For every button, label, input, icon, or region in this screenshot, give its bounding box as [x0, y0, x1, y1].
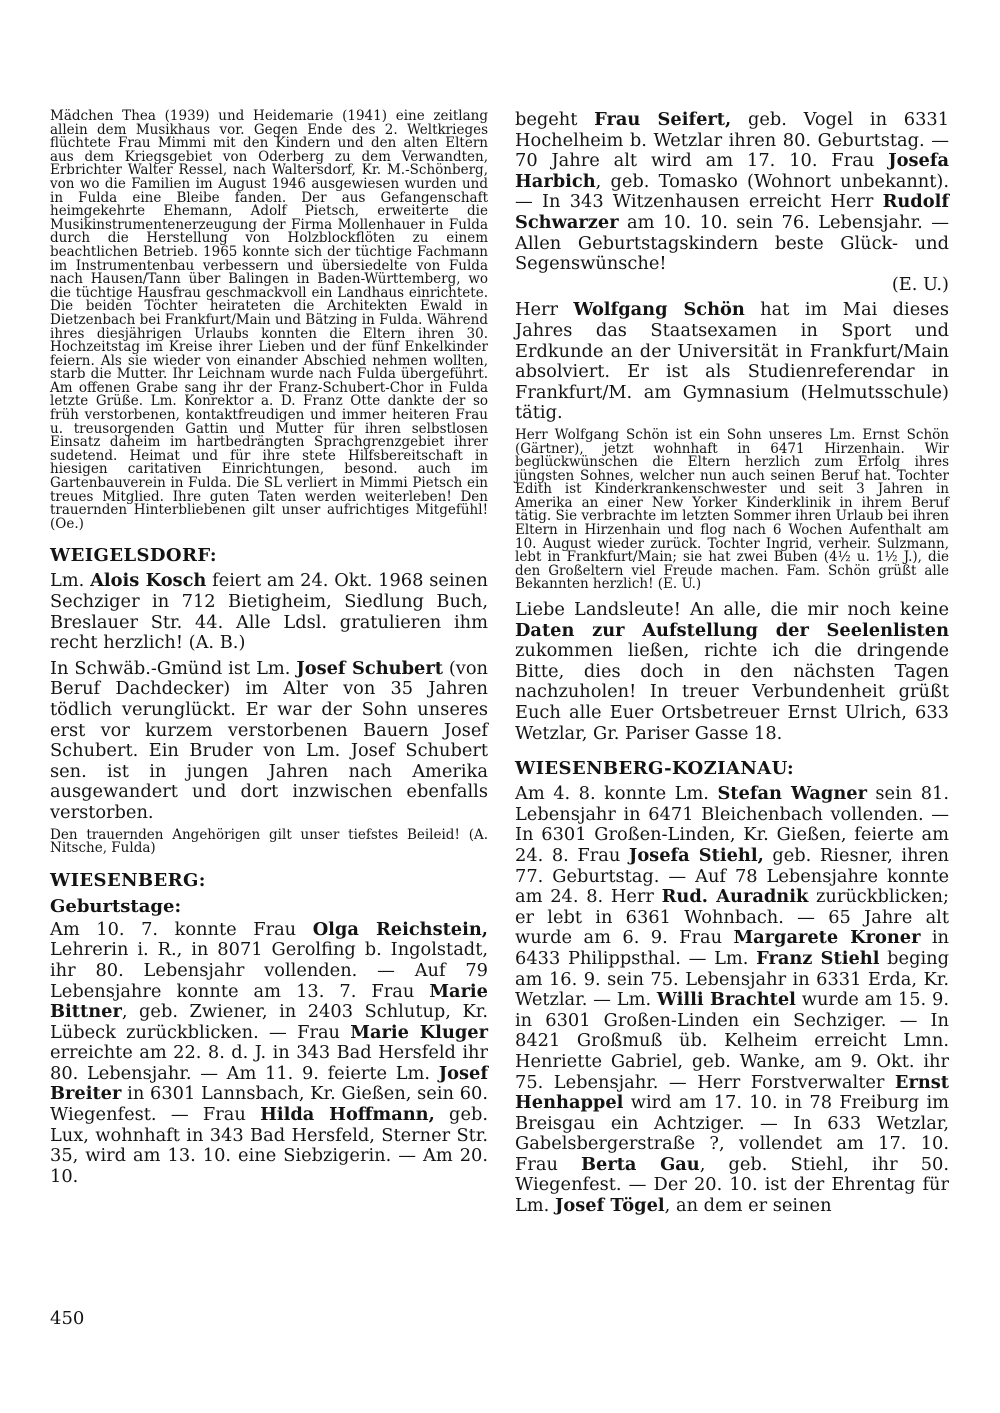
text-run: Liebe Landsleute! An alle, die mir noch keine	[515, 599, 949, 621]
schoen-family-paragraph	[515, 426, 949, 593]
text-run: am 10. 10. sein 76. Lebensjahr. — Allen Geburtstagskindern beste Glück- und Segenswünsche!	[515, 211, 949, 275]
text-run: geb. Vogel in 6331 Hochelheim b. Wetzlar ihren 80. Geburtstag. — 70 Jahre alt wird am 17. 10. Frau	[515, 109, 950, 172]
birthdays-continued-paragraph	[515, 110, 949, 275]
bold-name: Hilda Hoffmann,	[260, 1104, 435, 1126]
text-run: , geb. Zwiener, in 2403 Schlutup, Kr. Lübeck zurückblicken. — Frau	[50, 1001, 488, 1043]
right-column	[515, 110, 949, 1217]
text-run: wurde am 15. 9. in 6301 Großen-Linden ein Sechziger. — In 8421 Großmuß üb. Kelheim erreicht Lmn. Henriette Gabriel, geb. Wanke, am 9. Okt. ihr 75. Lebensjahr. — Herr Forstverwalter	[515, 989, 949, 1093]
bold-name: Josef Schubert	[296, 657, 443, 679]
text-run: , an dem er seinen	[664, 1195, 832, 1217]
text-run: Herr	[515, 299, 574, 321]
text-run: zurückblicken; er lebt in 6361 Wohnbach. — 65 Jahre alt wurde am 6. 9. Frau	[515, 886, 950, 949]
text-run: zukommen ließen, richte ich die dringende Bitte, dies doch in den nächsten Tagen nachzuholen! In treuer Verbundenheit grüßt Euch alle Euer Ortsbetreuer Ernst Ulrich, 633 Wetzlar, Gr. Pariser Gasse 18.	[515, 640, 949, 744]
text-run: Am 4. 8. konnte Lm.	[515, 783, 718, 805]
text-run: Am 10. 7. konnte Frau	[50, 918, 313, 940]
text-run: erreichte am 22. 8. d. J. in 343 Bad Hersfeld ihr 80. Lebensjahr. — Am 11. 9. feierte Lm.	[50, 1042, 488, 1084]
text-run: In Schwäb.-Gmünd ist Lm.	[50, 657, 297, 679]
section-heading-wiesenberg-kozianau: WIESENBERG-KOZIANAU:	[515, 758, 795, 780]
kosch-birthday-paragraph	[50, 571, 488, 653]
text-run: Lm.	[50, 570, 91, 592]
text-run: wird am 17. 10. in 78 Freiburg im Breisgau ein Achtziger. — In 633 Wetzlar, Gabelsbergerstraße ?, vollendet am 17. 10. Frau	[515, 1092, 949, 1175]
signature-e-u: (E. U.)	[891, 273, 949, 295]
seelenlisten-appeal-paragraph	[515, 600, 949, 744]
section-heading-weigelsdorf: WEIGELSDORF:	[50, 545, 217, 567]
bold-name: Daten zur Aufstellung der Seelenlisten	[515, 619, 949, 641]
schubert-accident-paragraph	[50, 659, 488, 824]
text-run: , geb. Tomasko (Wohnort unbekannt). — In 343 Witzenhausen erreicht Herr	[515, 170, 949, 213]
text-run: hat im Mai dieses Jahres das Staatsexamen in Sport und Erdkunde an der Universität in Frankfurt/Main absolviert. Er ist als Studienreferendar in Frankfurt/M. am Gymnasium (Helmutsschule) tätig.	[515, 299, 950, 424]
bold-name: Stefan Wagner	[717, 783, 867, 805]
bold-name: Wolfgang Schön	[573, 299, 745, 321]
bold-name: Josefa Harbich	[515, 150, 949, 192]
bold-name: Rud. Auradnik	[661, 886, 809, 908]
text-run: Den trauernden Angehörigen gilt unser tiefstes Beileid! (A. Nitsche, Fulda)	[50, 826, 488, 857]
text-run: Lehrerin i. R., in 8071 Gerolfing b. Ingolstadt, ihr 80. Lebensjahr vollenden. — Auf 79 Lebensjahre konnte am 13. 7. Frau	[50, 939, 488, 1002]
bold-name: Josefa Stiehl,	[628, 844, 764, 866]
bold-name: Berta Gau	[581, 1153, 700, 1175]
bold-name: Josef Tögel	[554, 1195, 665, 1217]
bold-name: Alois Kosch	[90, 570, 207, 592]
text-run: in 6433 Philippsthal. — Lm.	[515, 927, 949, 969]
text-run: geb. Riesner, ihren 77. Geburtstag. — Auf 78 Lebensjahre konnte am 24. 8. Herr	[515, 844, 950, 908]
left-column	[50, 110, 488, 1187]
bold-name: Olga Reichstein,	[312, 918, 488, 940]
text-run: beging am 16. 9. sein 75. Lebensjahr in 6331 Erda, Kr. Wetzlar. — Lm.	[515, 947, 949, 1011]
section-heading-wiesenberg: WIESENBERG:	[50, 869, 206, 891]
bold-name: Josef Breiter	[50, 1062, 488, 1105]
bold-name: Franz Stiehl	[756, 947, 880, 969]
text-run: Mädchen Thea (1939) und Heidemarie (1941) eine zeitlang allein dem Musikhaus vor. Gegen Ende des 2. Weltkrieges flüchtete Frau Mimmi mit den Kindern und den alten Eltern aus dem Kriegsgebiet von Oderberg zu dem Verwandten, Erbrichter Walter Ressel, nach Waltersdorf, Kr. M.-Schönberg, von wo die Familien im August 1946 ausgewiesen wurden und in Fulda eine Bleibe fanden. Der aus Gefangenschaft heimgekehrte Ehemann, Adolf Pietsch, erweiterte die Musikinstrumentenerzeugung der Firma Mollenhauer in Fulda durch die Herstellung von Holzblockflöten zu einem beachtlichen Betrieb. 1965 konnte sich der tüchtige Fachmann im Instrumentenbau verbessern und übersiedelte von Fulda nach Hausen/Tann über Balingen in Baden-Württemberg, wo die tüchtige Hausfrau geschmackvoll ein Landhaus einrichtete. Die beiden Töchter heirateten die Architekten Ewald in Dietzenbach bei Frankfurt/Main und Bätzing in Fulda. Während ihres diesjährigen Urlaubs konnten die Eltern ihren 30. Hochzeitstag im Kreise ihrer Lieben und der fünf Enkelkinder feiern. Als sie wieder von einander Abschied nehmen wollten, starb die Mutter. Ihr Leichnam wurde nach Fulda übergeführt. Am offenen Grabe sang ihr der Franz-Schubert-Chor in Fulda letzte Grüße. Lm. Konrektor a. D. Franz Otte dankte der so früh verstorbenen, kontaktfreudigen und immer heiteren Frau u. treusorgenden Gattin und Mutter für ihren selbstlosen Einsatz daheim im hartbedrängten Sprachgrenzgebiet ihrer sudetend. Heimat und für ihre stete Hilfsbereitschaft in hiesigen caritativen Einrichtungen, besond. auch im Gartenbauverein in Fulda. Die SL verliert in Mimmi Pietsch ein treues Mitglied. Ihre guten Taten werden weiterleben! Den trauernden Hinterbliebenen gilt unser aufrichtiges Mitgefühl! (Oe.)	[50, 108, 488, 532]
bold-name: Margarete Kroner	[733, 927, 921, 949]
page-number: 450	[50, 1308, 85, 1329]
bold-name: Frau Seifert,	[594, 109, 732, 130]
text-run: feiert am 24. Okt. 1968 seinen Sechziger in 712 Bietigheim, Siedlung Buch, Breslauer Str. 44. Alle Ldsl. gratulieren ihm recht herzlich! (A. B.)	[50, 570, 488, 654]
schoen-exam-paragraph	[515, 300, 949, 424]
kozianau-birthdays-paragraph	[515, 784, 949, 1216]
subheading-geburtstage: Geburtstage:	[50, 895, 182, 917]
text-run: geb. Lux, wohnhaft in 343 Bad Hersfeld, Sterner Str. 35, wird am 13. 10. eine Siebzigerin. — Am 20. 10.	[50, 1104, 488, 1187]
bold-name: Rudolf Schwarzer	[515, 191, 949, 233]
wiesenberg-birthdays-paragraph	[50, 920, 488, 1188]
condolence-note	[50, 826, 488, 857]
pietsch-obituary-paragraph	[50, 110, 488, 531]
text-run: in 6301 Lannsbach, Kr. Gießen, sein 60. Wiegenfest. — Frau	[50, 1083, 488, 1126]
text-run: begeht	[515, 109, 595, 130]
bold-name: Marie Bittner	[50, 980, 488, 1023]
text-run: sein 81. Lebensjahr in 6471 Bleichenbach vollenden. — In 6301 Großen-Linden, Kr. Gießen, feierte am 24. 8. Frau	[515, 783, 949, 866]
text-run: Herr Wolfgang Schön ist ein Sohn unseres Lm. Ernst Schön (Gärtner), jetzt wohnhaft in 6471 Hirzenhain. Wir beglückwünschen die Eltern herzlich zum Erfolg ihres jüngsten Sohnes, welcher nun auch seinen Beruf hat. Tochter Edith ist Kinderkrankenschwester und seit 3 Jahren in Amerika an einer New Yorker Kinderklinik in ihrem Beruf tätig. Sie verbrachte im letzten Sommer ihren Urlaub bei ihren Eltern in Hirzenhain und flog nach 6 Wochen Aufenthalt am 10. August wieder zurück. Tochter Ingrid, verheir. Sulzmann, lebt in Frankfurt/Main; sie hat zwei Buben (4½ u. 1½ J.), die den Großeltern viel Freude machen. Fam. Schön grüßt alle Bekannten herzlich! (E. U.)	[515, 426, 949, 593]
text-run: (von Beruf Dachdecker) im Alter von 35 Jahren tödlich verunglückt. Er war der Sohn unseres erst vor kurzem verstorbenen Bauern Josef Schubert. Ein Bruder von Lm. Josef Schubert sen. ist in jungen Jahren nach Amerika ausgewandert und dort inzwischen ebenfalls verstorben.	[50, 657, 488, 823]
bold-name: Willi Brachtel	[656, 989, 796, 1011]
bold-name: Ernst Henhappel	[515, 1071, 949, 1114]
bold-name: Marie Kluger	[350, 1021, 488, 1043]
text-run: , geb. Stiehl, ihr 50. Wiegenfest. — Der 20. 10. ist der Ehrentag für Lm.	[515, 1153, 949, 1217]
